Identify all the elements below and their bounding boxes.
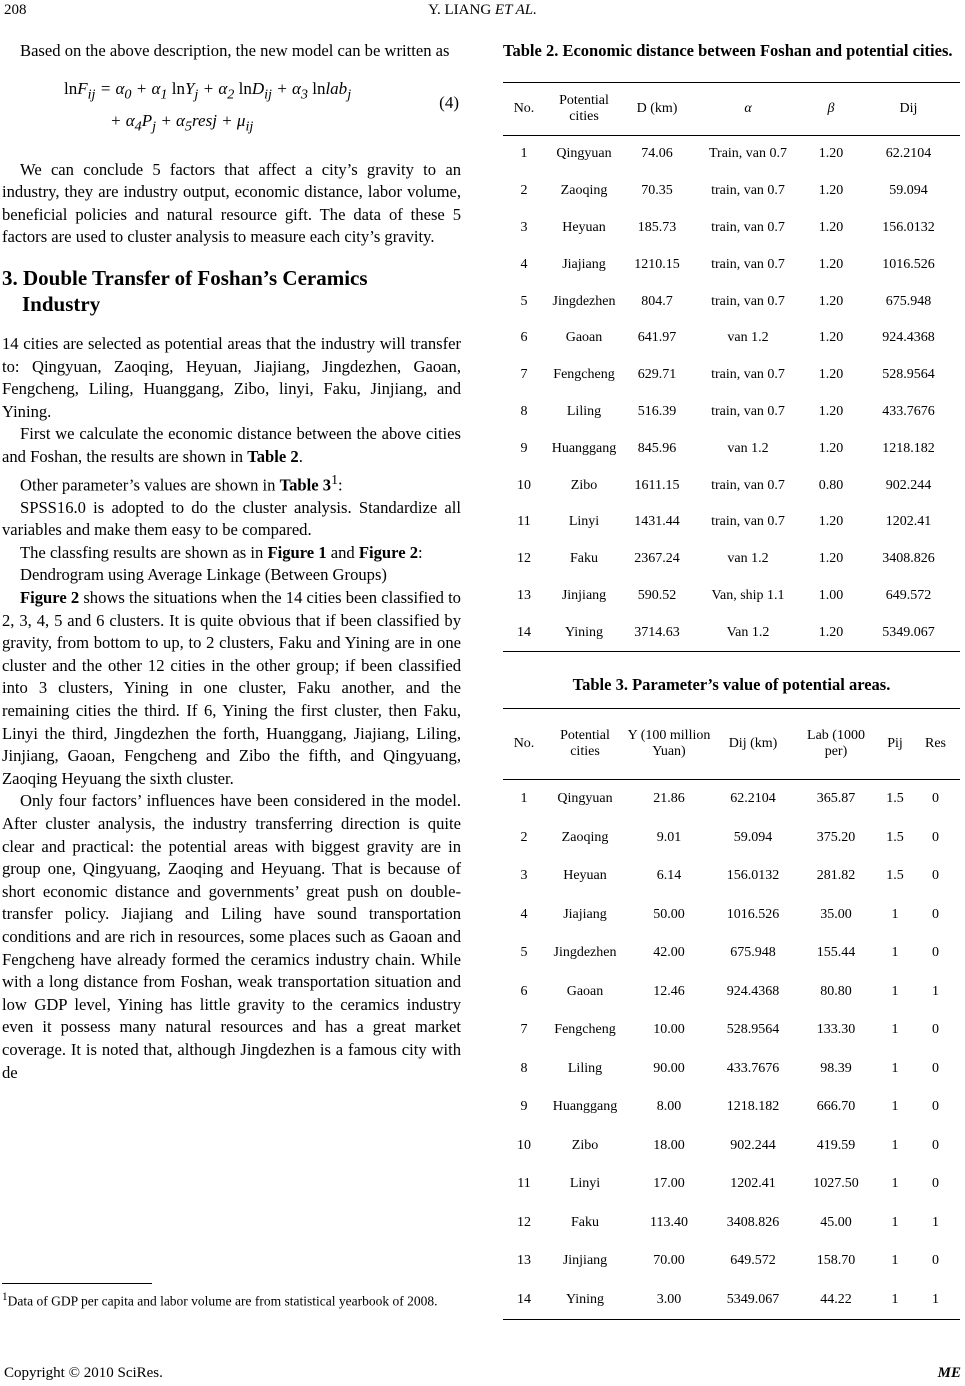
table-cell: 0: [932, 945, 939, 961]
column-header: Pij: [879, 709, 911, 780]
column-header: Potential cities: [545, 83, 623, 136]
table-row: [503, 467, 960, 504]
column-header: No.: [503, 709, 545, 780]
table-cell: Fengcheng: [553, 367, 615, 383]
table-cell: 9.01: [656, 829, 682, 845]
table-cell: 3714.63: [623, 614, 691, 651]
table-cell: 7: [520, 1022, 528, 1038]
table-cell: 17.00: [653, 1176, 685, 1192]
table-cell: 12: [517, 551, 531, 567]
table-cell: Liling: [567, 1060, 603, 1076]
table-row: [503, 210, 960, 247]
table-cell: 1016.526: [726, 906, 780, 922]
table2-caption: Table 2. Economic distance between Foshan and potential cities.: [503, 41, 953, 60]
table-cell: 156.0132: [882, 219, 935, 235]
table-cell: train, van 0.7: [711, 477, 785, 493]
table3-caption: Table 3. Parameter’s value of potential areas.: [572, 675, 891, 695]
table-cell: 11: [517, 1176, 531, 1192]
table-cell: 528.9564: [882, 367, 935, 383]
table-cell: 59.094: [889, 183, 928, 199]
text-span: and: [326, 542, 359, 562]
table-cell: 44.22: [793, 1281, 879, 1320]
table-cell: Jinjiang: [561, 587, 607, 603]
table-cell: 365.87: [816, 791, 856, 807]
table-cell: van 1.2: [727, 551, 769, 567]
table-row: [503, 541, 960, 578]
table-cell: 641.97: [637, 330, 677, 346]
table-row: [503, 1127, 960, 1166]
table-cell: 10.00: [653, 1022, 685, 1038]
clusters-paragraph: [2, 587, 461, 790]
table3-header-row: [503, 709, 960, 780]
table-cell: 1: [891, 1022, 899, 1038]
table-row: [503, 394, 960, 431]
table-cell: 666.70: [816, 1099, 856, 1115]
table-row: [503, 973, 960, 1012]
table-cell: 1.20: [818, 146, 844, 162]
table-cell: 1: [891, 1060, 899, 1076]
table-cell: 50.00: [653, 906, 685, 922]
table-cell: 804.7: [641, 293, 673, 309]
table-row: [503, 1165, 960, 1204]
table-cell: 1.20: [805, 614, 857, 651]
section-heading-line1: 3. Double Transfer of Foshan’s Ceramics: [2, 265, 368, 290]
table-cell: Linyi: [568, 514, 600, 530]
footnote-text: Data of GDP per capita and labor volume are from statistical yearbook of 2008.: [7, 1293, 438, 1309]
table-cell: 1.20: [818, 367, 844, 383]
table-cell: 649.572: [885, 587, 932, 603]
table-cell: van 1.2: [727, 440, 769, 456]
table-cell: 1: [891, 906, 899, 922]
table-cell: 1.20: [818, 293, 844, 309]
table-cell: Van, ship 1.1: [711, 587, 785, 603]
table-row: [503, 504, 960, 541]
table-cell: 649.572: [730, 1253, 776, 1269]
text-span: :: [338, 475, 343, 495]
table-cell: 528.9564: [726, 1022, 780, 1038]
table2: [503, 82, 960, 652]
table-cell: 0: [932, 906, 939, 922]
table-cell: 2367.24: [634, 551, 680, 567]
running-head-etal: ET AL.: [494, 2, 537, 18]
table-cell: 5349.067: [713, 1281, 793, 1320]
table-cell: train, van 0.7: [711, 183, 785, 199]
table-cell: Liling: [566, 403, 602, 419]
table-cell: 0: [932, 1253, 939, 1269]
equation-line-1: $\ln F_{ij} = \alpha_0 + \alpha_1$ $\ln Y_j + \alpha_2$ $\ln D_{ij} + \alpha_3$ lnlab$_j$: [64, 78, 352, 102]
table-cell: 35.00: [820, 906, 852, 922]
table-cell: 5349.067: [857, 614, 960, 651]
table-cell: 1.5: [886, 868, 904, 884]
text-span: :: [418, 542, 423, 562]
figure1-link[interactable]: Figure 1: [267, 542, 327, 562]
table-cell: Jiajiang: [562, 256, 606, 272]
table-cell: 45.00: [820, 1214, 852, 1230]
table-row: [503, 614, 960, 651]
table-cell: 21.86: [653, 791, 685, 807]
table-cell: Qingyuan: [557, 791, 613, 807]
text-span: Other parameter’s values are shown in: [20, 475, 280, 495]
table-cell: 1431.44: [634, 514, 680, 530]
factors-paragraph: We can conclude 5 factors that affect a city’s gravity to an industry, they are industry output, economic distance, labor volume, beneficial policies and natural resource gift. The data of these 5 factors are used to cluster analysis to measure each city’s gravity.: [2, 159, 461, 247]
table-cell: Yining: [545, 614, 623, 651]
table2-reference-paragraph: [2, 423, 461, 468]
table-cell: Jinjiang: [562, 1253, 608, 1269]
table-cell: 924.4368: [882, 330, 935, 346]
column-header: α: [691, 83, 805, 136]
table-cell: 3408.826: [726, 1214, 780, 1230]
table-row: [503, 1281, 960, 1320]
table-cell: 1: [891, 1176, 899, 1192]
table-cell: 1: [891, 983, 899, 999]
table-cell: 4: [520, 906, 528, 922]
table-cell: 98.39: [820, 1060, 852, 1076]
table2-body: [503, 136, 960, 652]
table-cell: 1: [879, 1281, 911, 1320]
table-cell: Linyi: [569, 1176, 601, 1192]
table-row: [503, 1011, 960, 1050]
table-cell: Huanggang: [551, 440, 617, 456]
table-cell: train, van 0.7: [711, 256, 785, 272]
cities-paragraph: 14 cities are selected as potential areas that the industry will transfer to: Qingyuan, Zaoqing, Heyuan, Jiajiang, Jingdezhen, Gaoan, Fengcheng, Liling, Huanggang, Zibo, linyi, Faku, Jinjiang, and Yining.: [2, 333, 461, 421]
table-cell: 675.948: [730, 945, 776, 961]
table-cell: 6: [520, 330, 528, 346]
table-cell: 8: [520, 1060, 528, 1076]
footnote-rule: [2, 1283, 152, 1284]
table-cell: 1202.41: [730, 1176, 776, 1192]
table-row: [503, 173, 960, 210]
column-header: Dij (km): [713, 709, 793, 780]
column-header: β: [805, 83, 857, 136]
table-cell: 7: [520, 367, 528, 383]
column-header: Lab (1000 per): [793, 709, 879, 780]
intro-paragraph: Based on the above description, the new model can be written as: [20, 41, 450, 60]
table-cell: 1218.182: [882, 440, 935, 456]
table-cell: 1016.526: [882, 256, 935, 272]
table-row: [503, 780, 960, 819]
table-cell: 90.00: [653, 1060, 685, 1076]
table-cell: 14: [503, 1281, 545, 1320]
column-header: Potential cities: [545, 709, 625, 780]
text-span: First we calculate the economic distance between the above cities and Foshan, the results are shown in: [2, 424, 461, 466]
table-cell: 1: [891, 1099, 899, 1115]
table-cell: 1.20: [818, 440, 844, 456]
table-cell: Huanggang: [552, 1099, 618, 1115]
table-row: [503, 578, 960, 615]
figure2-link[interactable]: Figure 2: [20, 588, 80, 608]
table-cell: Heyuan: [563, 868, 607, 884]
table-cell: Jingdezhen: [552, 293, 616, 309]
table-cell: 590.52: [637, 587, 677, 603]
table-cell: 5: [520, 293, 528, 309]
figures-reference-paragraph: [2, 542, 461, 565]
running-head-author: Y. LIANG: [428, 2, 492, 18]
column-header: Dij: [857, 83, 960, 136]
table-cell: 9: [520, 440, 528, 456]
left-column: [2, 40, 461, 1084]
table-row: [503, 1088, 960, 1127]
table-cell: Train, van 0.7: [708, 146, 788, 162]
column-header: No.: [503, 83, 545, 136]
table-cell: train, van 0.7: [711, 514, 785, 530]
table-row: [503, 1050, 960, 1089]
column-header: Res: [911, 709, 960, 780]
table-cell: Van 1.2: [691, 614, 805, 651]
table-row: [503, 136, 960, 173]
table-cell: 1: [911, 1281, 960, 1320]
table-cell: 113.40: [650, 1214, 688, 1230]
table-cell: 0.80: [818, 477, 844, 493]
table-cell: 185.73: [637, 219, 677, 235]
table2-link[interactable]: Table 2: [247, 446, 299, 466]
equation-4: [2, 63, 461, 159]
table-cell: 3: [520, 868, 528, 884]
table-cell: 1218.182: [726, 1099, 780, 1115]
table-cell: 3: [520, 219, 528, 235]
table-cell: 74.06: [641, 146, 673, 162]
table-cell: Gaoan: [566, 983, 604, 999]
table-cell: Zibo: [571, 1137, 599, 1153]
table-cell: 4: [520, 256, 528, 272]
equation-number: (4): [439, 92, 459, 112]
column-header: Y (100 million Yuan): [625, 709, 713, 780]
table3: [503, 708, 960, 1320]
table-cell: 13: [517, 1253, 531, 1269]
table-cell: 1.20: [818, 551, 844, 567]
table-cell: 1: [520, 146, 528, 162]
table-cell: 1: [932, 1214, 939, 1230]
table-cell: 12: [517, 1214, 531, 1230]
table-cell: Fengcheng: [554, 1022, 616, 1038]
table-cell: 0: [932, 1137, 939, 1153]
table-cell: 1: [932, 983, 939, 999]
table-row: [503, 430, 960, 467]
table-cell: 9: [520, 1099, 528, 1115]
table-cell: 675.948: [885, 293, 932, 309]
table-cell: 1.20: [818, 330, 844, 346]
table-cell: 10: [517, 477, 531, 493]
table-cell: 5: [520, 945, 528, 961]
table-cell: 516.39: [637, 403, 677, 419]
table-cell: 0: [932, 1099, 939, 1115]
table-cell: 1: [520, 791, 528, 807]
table-cell: 14: [503, 614, 545, 651]
table-cell: 1.20: [818, 403, 844, 419]
table-cell: 1: [891, 1214, 899, 1230]
table-cell: 13: [517, 587, 531, 603]
table-cell: 2: [520, 829, 528, 845]
table-row: [503, 283, 960, 320]
table-cell: 902.244: [730, 1137, 776, 1153]
footnote: [2, 1288, 461, 1311]
table-cell: 6.14: [656, 868, 682, 884]
table-row: [503, 819, 960, 858]
table-cell: 133.30: [816, 1022, 856, 1038]
table-cell: 8.00: [656, 1099, 682, 1115]
table-cell: Zaoqing: [561, 829, 609, 845]
table-cell: 59.094: [733, 829, 773, 845]
table-cell: 62.2104: [885, 146, 932, 162]
table-cell: 12.46: [653, 983, 685, 999]
table-cell: 924.4368: [726, 983, 780, 999]
table-cell: 6: [520, 983, 528, 999]
table-row: [503, 357, 960, 394]
table2-header-row: [503, 83, 960, 136]
table-cell: train, van 0.7: [711, 293, 785, 309]
table-cell: 419.59: [816, 1137, 856, 1153]
text-span: The classfing results are shown as in: [20, 542, 268, 562]
table-cell: 0: [932, 829, 939, 845]
table-cell: Faku: [570, 551, 598, 567]
table3-link[interactable]: Table 3: [279, 475, 332, 495]
table-cell: 3.00: [625, 1281, 713, 1320]
table-cell: 0: [932, 1022, 939, 1038]
table-row: [503, 857, 960, 896]
table-cell: Jiajiang: [563, 906, 607, 922]
table-row: [503, 1242, 960, 1281]
table-cell: 1202.41: [885, 514, 932, 530]
table-row: [503, 246, 960, 283]
table-cell: 10: [517, 1137, 531, 1153]
table-cell: 1.20: [818, 219, 844, 235]
table-cell: 158.70: [816, 1253, 856, 1269]
text-span: .: [298, 446, 303, 466]
table-cell: 1611.15: [634, 477, 680, 493]
table-cell: 1.5: [886, 829, 904, 845]
table-row: [503, 320, 960, 357]
table-cell: 1.20: [818, 514, 844, 530]
footnote-number: 1: [2, 1291, 8, 1303]
table-cell: 375.20: [816, 829, 856, 845]
table-cell: 155.44: [816, 945, 856, 961]
right-column: [503, 40, 960, 1320]
table-cell: 3408.826: [882, 551, 935, 567]
table-cell: Gaoan: [565, 330, 603, 346]
journal-abbrev: ME: [937, 1365, 961, 1381]
table-cell: 281.82: [816, 868, 856, 884]
table-cell: 2: [520, 183, 528, 199]
table-row: [503, 1204, 960, 1243]
table-cell: 845.96: [637, 440, 677, 456]
table-cell: 62.2104: [730, 791, 776, 807]
table-cell: 433.7676: [726, 1060, 780, 1076]
table-cell: 8: [520, 403, 528, 419]
table-cell: 1: [891, 1253, 899, 1269]
table-cell: 0: [932, 1176, 939, 1192]
spss-paragraph: SPSS16.0 is adopted to do the cluster analysis. Standardize all variables and make them easy to be compared.: [2, 497, 461, 540]
table-row: [503, 896, 960, 935]
equation-line-2: + $\alpha_4P_j$ + $\alpha_5resj + \mu_{ij}$: [110, 110, 254, 134]
table-cell: 1: [891, 945, 899, 961]
table-cell: van 1.2: [727, 330, 769, 346]
table3-reference-paragraph: [2, 469, 461, 497]
table-cell: 1.5: [886, 791, 904, 807]
table-cell: 1: [891, 1137, 899, 1153]
table-cell: 1210.15: [634, 256, 680, 272]
table-cell: 1.20: [818, 256, 844, 272]
table-cell: 0: [932, 1060, 939, 1076]
table-cell: Yining: [545, 1281, 625, 1320]
table-cell: 433.7676: [882, 403, 935, 419]
table-cell: 42.00: [653, 945, 685, 961]
table-cell: 902.244: [885, 477, 932, 493]
table-cell: 1.00: [818, 587, 844, 603]
table-cell: Qingyuan: [556, 146, 612, 162]
section-heading-line2: Industry: [22, 291, 101, 316]
table-cell: 80.80: [820, 983, 852, 999]
table-cell: train, van 0.7: [711, 403, 785, 419]
table-cell: 629.71: [637, 367, 677, 383]
table-cell: 1027.50: [813, 1176, 859, 1192]
table-cell: 1.20: [818, 183, 844, 199]
table-cell: 0: [932, 791, 939, 807]
running-head: [0, 2, 965, 19]
table-cell: train, van 0.7: [711, 219, 785, 235]
text-span: shows the situations when the 14 cities been classified to 2, 3, 4, 5 and 6 clusters. It is quite obvious that if been classified by gravity, from bottom to up, to 2 clusters, Faku and Yining are in one cluster and the other 12 cities in the other group; if been classified into 3 clusters, Yining in one cluster, Faku another, and the remaining cities the third. If 6, Yining the first cluster, then Faku, Linyi the third, Jingdezhen the forth, Huanggang, Jiajiang, Liling, Jinjiang, Gaoan, Fengcheng and Zibo the fifth, and Qingyuang, Zaoqing Heyuang the sixth cluster.: [2, 588, 461, 788]
table3-body: [503, 780, 960, 1320]
section-heading: [2, 265, 461, 317]
table-cell: 11: [517, 514, 531, 530]
table-cell: Heyuan: [562, 219, 606, 235]
table-cell: train, van 0.7: [711, 367, 785, 383]
table-cell: 70.35: [641, 183, 673, 199]
footnote-marker[interactable]: 1: [331, 471, 338, 487]
table-cell: 18.00: [653, 1137, 685, 1153]
column-header: D (km): [623, 83, 691, 136]
dendrogram-title: Dendrogram using Average Linkage (Between Groups): [20, 565, 387, 585]
page-number: 208: [4, 2, 27, 18]
figure2-link[interactable]: Figure 2: [358, 542, 419, 562]
table-cell: Zaoqing: [560, 183, 608, 199]
table-cell: Zibo: [570, 477, 598, 493]
analysis-paragraph: Only four factors’ influences have been considered in the model. After cluster analysis, the industry transferring direction is quite clear and practical: the potential areas with biggest gravity are in group one, Qingyuang, Zaoqing and Heyuang. That is because of short economic distance and governments’ great push on double-transfer policy. Jiajiang and Liling have sound transportation conditions and are rich in resources, some places such as Gaoan and Fengcheng have already formed the ceramics industry chain. While with a long distance from Foshan, weak transportation situation and low GDP level, Yining has little gravity to the ceramics industry even it possess many natural resources and has a great market coverage. It is noted that, although Jingdezhen is a famous city with de: [2, 791, 461, 1082]
table-cell: 0: [932, 868, 939, 884]
table-cell: 156.0132: [726, 868, 780, 884]
copyright: Copyright © 2010 SciRes.: [4, 1365, 163, 1381]
table-cell: 70.00: [653, 1253, 685, 1269]
table-row: [503, 934, 960, 973]
table-cell: Faku: [571, 1214, 599, 1230]
table-cell: Jingdezhen: [553, 945, 617, 961]
